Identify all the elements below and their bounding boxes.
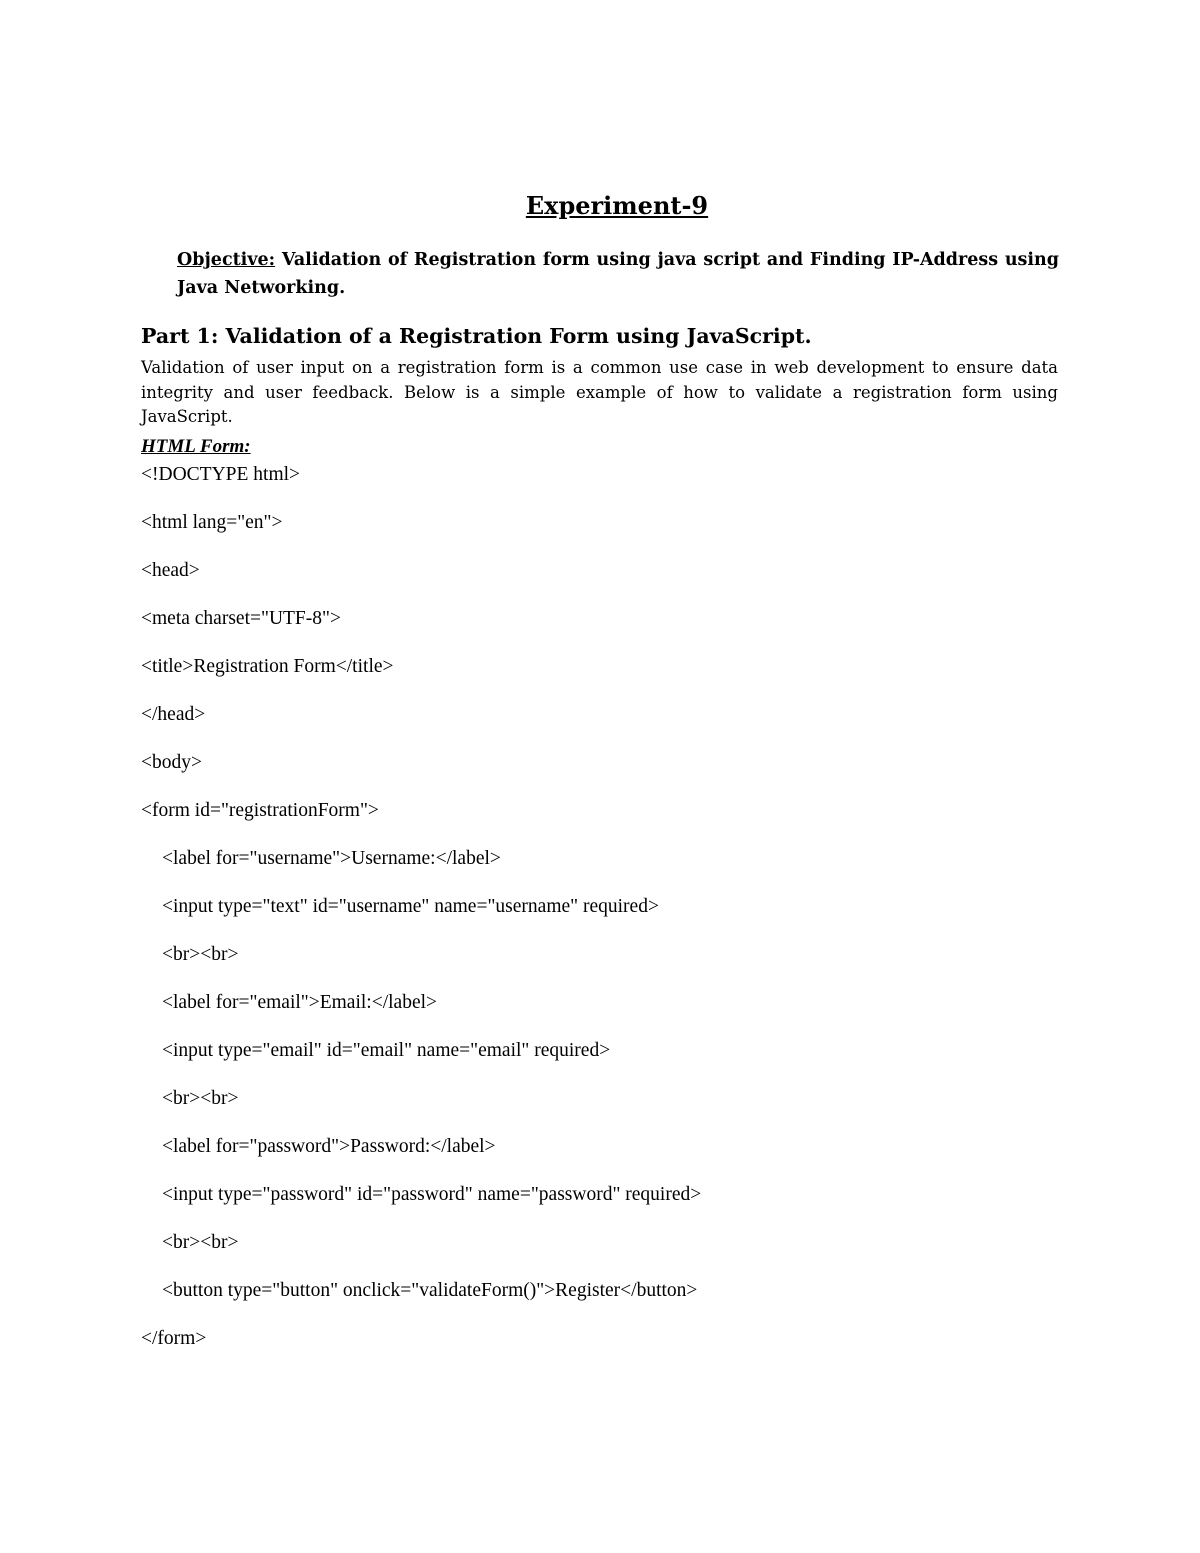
code-line-title: <title>Registration Form</title> <box>141 656 394 677</box>
code-line-head-open: <head> <box>141 560 200 581</box>
code-line-br-2: <br><br> <box>162 1088 239 1109</box>
code-line-form-open: <form id="registrationForm"> <box>141 800 379 821</box>
code-line-form-close: </form> <box>141 1328 207 1349</box>
code-line-br-3: <br><br> <box>162 1232 239 1253</box>
part1-heading: Part 1: Validation of a Registration Form using JavaScript. <box>141 324 812 348</box>
code-line-body-open: <body> <box>141 752 202 773</box>
code-line-head-close: </head> <box>141 704 206 725</box>
code-line-email-label: <label for="email">Email:</label> <box>162 992 438 1013</box>
code-line-meta: <meta charset="UTF-8"> <box>141 608 341 629</box>
code-line-doctype: <!DOCTYPE html> <box>141 464 301 485</box>
html-form-label: HTML Form: <box>141 436 251 457</box>
code-line-email-input: <input type="email" id="email" name="email" required> <box>162 1040 611 1061</box>
code-line-register-button: <button type="button" onclick="validateForm()">Register</button> <box>162 1280 698 1301</box>
code-line-password-label: <label for="password">Password:</label> <box>162 1136 496 1157</box>
objective-paragraph <box>177 246 1059 302</box>
part1-intro-paragraph: Validation of user input on a registration form is a common use case in web development to ensure data integrity and user feedback. Below is a simple example of how to validate a registration form using JavaScript. <box>141 358 1058 426</box>
objective-label: Objective: <box>177 250 276 270</box>
objective-text: Validation of Registration form using java script and Finding IP-Address using Java Networking. <box>177 250 1060 298</box>
code-line-username-input: <input type="text" id="username" name="username" required> <box>162 896 659 917</box>
page-title: Experiment-9 <box>525 191 709 220</box>
code-line-html-open: <html lang="en"> <box>141 512 283 533</box>
code-line-password-input: <input type="password" id="password" name="password" required> <box>162 1184 702 1205</box>
code-line-username-label: <label for="username">Username:</label> <box>162 848 501 869</box>
code-line-br-1: <br><br> <box>162 944 239 965</box>
